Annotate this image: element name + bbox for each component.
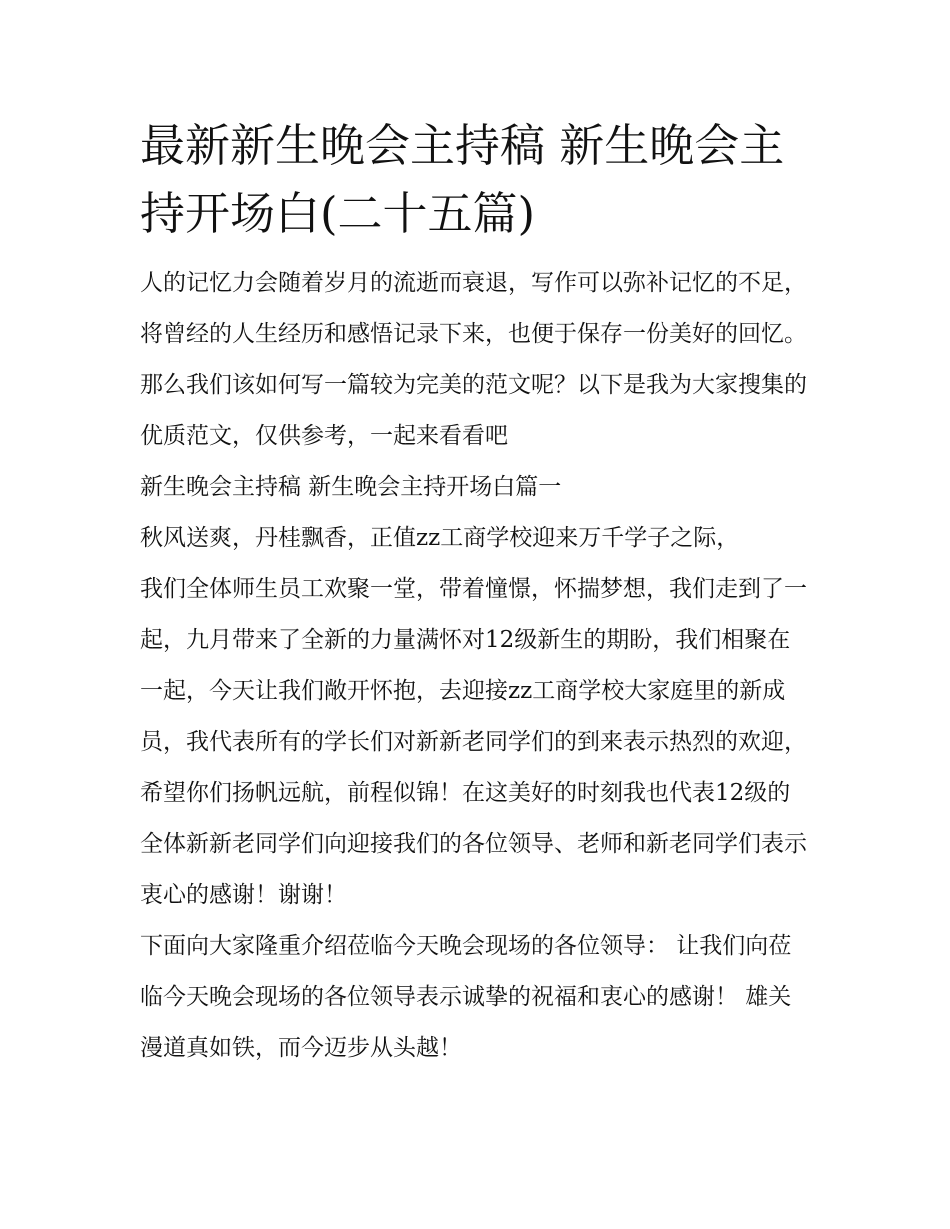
document-content xyxy=(140,112,812,1074)
section-heading: 新生晚会主持稿 新生晚会主持开场白篇一 xyxy=(140,474,562,500)
document-title: 最新新生晚会主持稿 新生晚会主持开场白(二十五篇) xyxy=(140,119,785,240)
body-paragraph: 秋风送爽，丹桂飘香，正值zz工商学校迎来万千学子之际， xyxy=(140,525,740,551)
body-paragraph: 下面向大家隆重介绍莅临今天晚会现场的各位领导： 让我们向莅临今天晚会现场的各位领导表示诚挚的祝福和衷心的感谢！ 雄关漫道真如铁，而今迈步从头越！ xyxy=(140,933,792,1061)
intro-paragraph: 人的记忆力会随着岁月的流逝而衰退，写作可以弥补记忆的不足，将曾经的人生经历和感悟记录下来，也便于保存一份美好的回忆。那么我们该如何写一篇较为完美的范文呢？以下是我为大家搜集的优质范文，仅供参考，一起来看看吧 xyxy=(140,270,807,449)
body-paragraph: 我们全体师生员工欢聚一堂，带着憧憬，怀揣梦想，我们走到了一起，九月带来了全新的力量满怀对12级新生的期盼，我们相聚在一起，今天让我们敞开怀抱，去迎接zz工商学校大家庭里的新成员，我代表所有的学长们对新新老同学们的到来表示热烈的欢迎，希望你们扬帆远航，前程似锦！在这美好的时刻我也代表12级的全体新新老同学们向迎接我们的各位领导、老师和新老同学们表示衷心的感谢！谢谢！ xyxy=(140,576,807,908)
